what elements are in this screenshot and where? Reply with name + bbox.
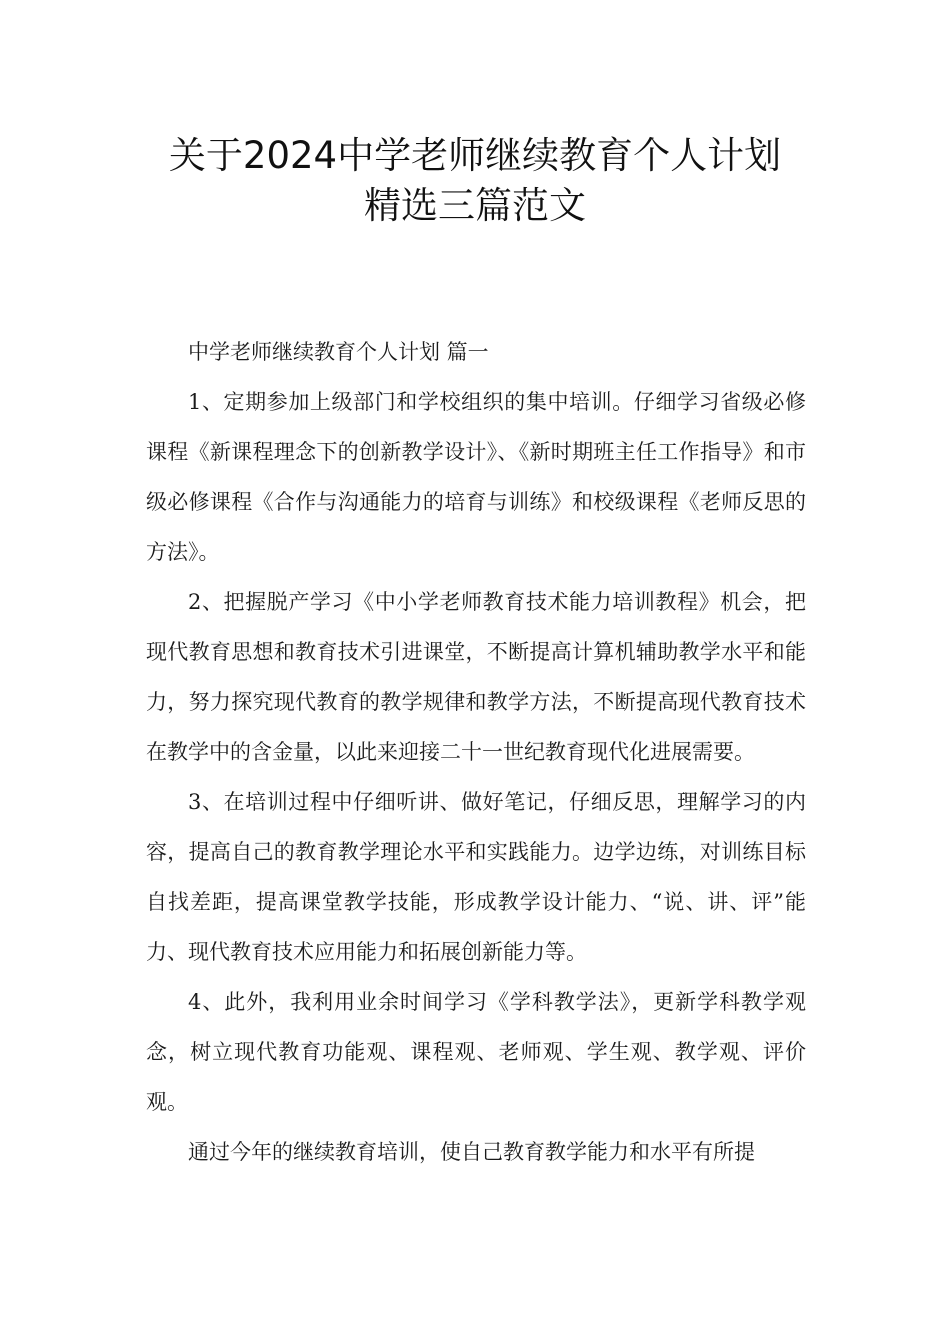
document-title-line-1: 关于2024中学老师继续教育个人计划 xyxy=(168,134,782,177)
section-heading: 中学老师继续教育个人计划 篇一 xyxy=(188,340,489,364)
paragraph-1: 1、定期参加上级部门和学校组织的集中培训。仔细学习省级必修课程《新课程理念下的创新教学设计》、《新时期班主任工作指导》和市级必修课程《合作与沟通能力的培育与训练》和校级课程《老师反思的方法》。 xyxy=(146,390,806,564)
document-body xyxy=(146,327,806,1177)
document-title-line-2: 精选三篇范文 xyxy=(364,184,586,227)
paragraph-5: 通过今年的继续教育培训，使自己教育教学能力和水平有所提 xyxy=(188,1140,755,1164)
paragraph-3: 3、在培训过程中仔细听讲、做好笔记，仔细反思，理解学习的内容，提高自己的教育教学理论水平和实践能力。边学边练，对训练目标自找差距，提高课堂教学技能，形成教学设计能力、“说、讲、评”能力、现代教育技术应用能力和拓展创新能力等。 xyxy=(146,790,806,964)
paragraph-2: 2、把握脱产学习《中小学老师教育技术能力培训教程》机会，把现代教育思想和教育技术引进课堂，不断提高计算机辅助教学水平和能力，努力探究现代教育的教学规律和教学方法，不断提高现代教育技术在教学中的含金量，以此来迎接二十一世纪教育现代化进展需要。 xyxy=(146,590,806,764)
paragraph-4: 4、此外，我利用业余时间学习《学科教学法》，更新学科教学观念，树立现代教育功能观、课程观、老师观、学生观、教学观、评价观。 xyxy=(146,990,806,1114)
